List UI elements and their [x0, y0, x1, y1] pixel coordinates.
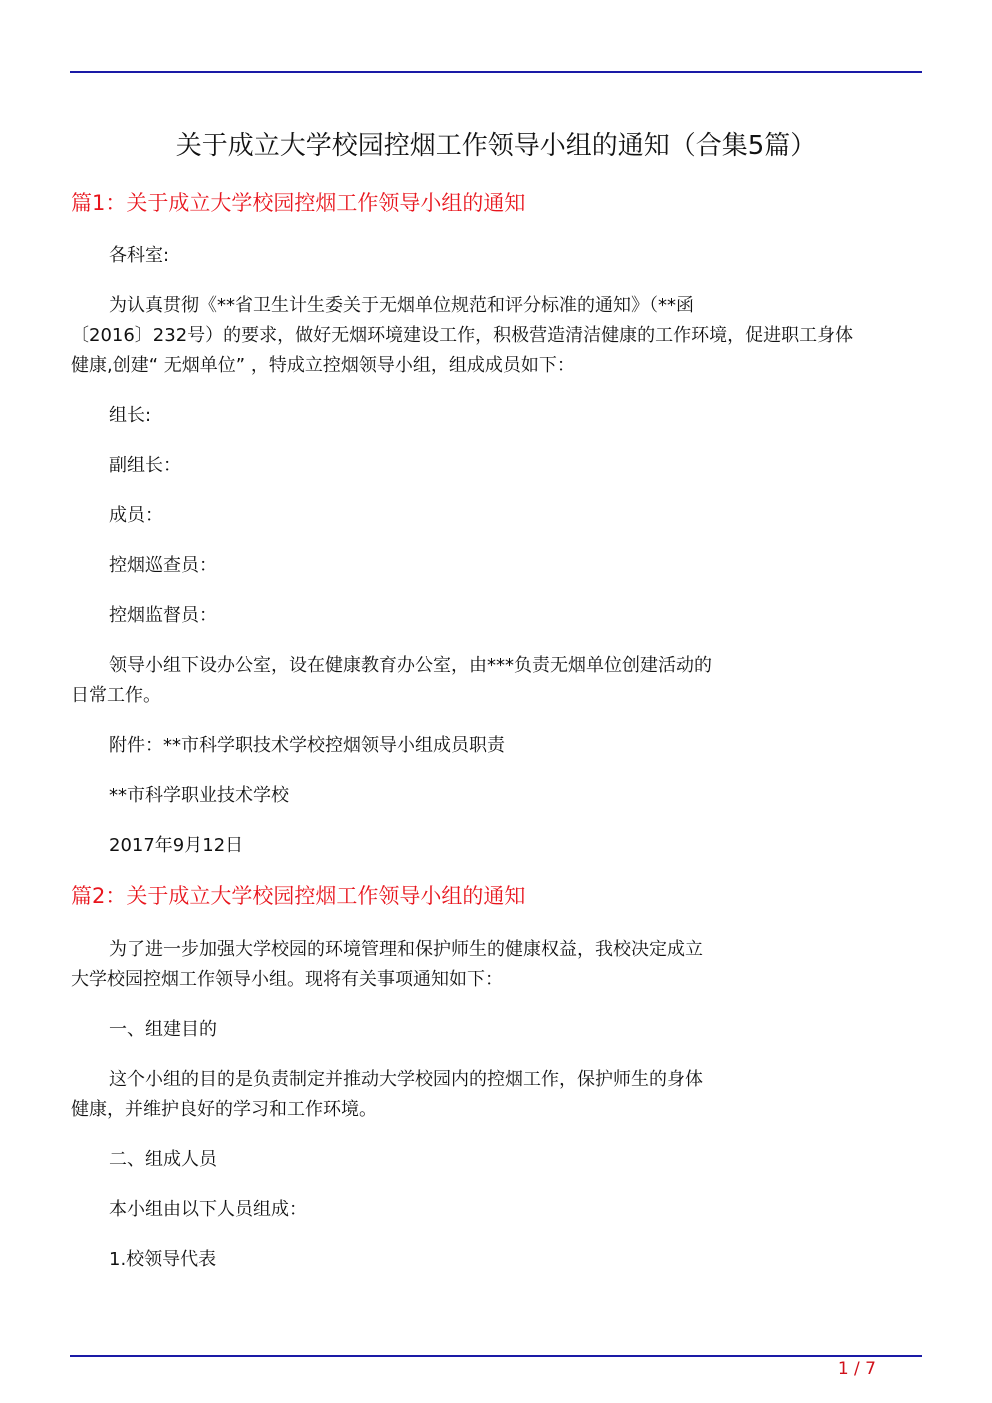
- paragraph-line: 大学校园控烟工作领导小组。现将有关事项通知如下：: [71, 969, 503, 990]
- section-2-heading: 篇2：关于成立大学校园控烟工作领导小组的通知: [71, 884, 526, 908]
- paragraph-line: 〔2016〕232号）的要求，做好无烟环境建设工作，积极营造清洁健康的工作环境，促进职工身体: [71, 325, 854, 346]
- paragraph-line: 健康,创建“ 无烟单位” ，特成立控烟领导小组，组成成员如下：: [71, 355, 575, 376]
- signature-org: **市科学职业技术学校: [109, 785, 289, 806]
- subheading-purpose: 一、组建目的: [109, 1019, 217, 1040]
- role-members: 成员：: [109, 505, 163, 526]
- section-1-heading: 篇1：关于成立大学校园控烟工作领导小组的通知: [71, 191, 526, 215]
- paragraph-line: 日常工作。: [71, 685, 161, 706]
- signature-date: 2017年9月12日: [109, 835, 244, 856]
- role-supervisor: 控烟监督员：: [109, 605, 217, 626]
- page-number: 1 / 7: [837, 1359, 876, 1379]
- salutation: 各科室:: [109, 245, 170, 266]
- list-item: 1.校领导代表: [109, 1249, 217, 1270]
- document-title: 关于成立大学校园控烟工作领导小组的通知（合集5篇）: [175, 131, 817, 161]
- header-rule: [70, 71, 922, 73]
- paragraph-line: 为认真贯彻《**省卫生计生委关于无烟单位规范和评分标准的通知》（**函: [109, 295, 694, 316]
- paragraph-line: 健康，并维护良好的学习和工作环境。: [71, 1099, 377, 1120]
- footer-rule: [70, 1355, 922, 1357]
- role-deputy-leader: 副组长：: [109, 455, 181, 476]
- role-leader: 组长:: [109, 405, 152, 426]
- paragraph-line: 这个小组的目的是负责制定并推动大学校园内的控烟工作，保护师生的身体: [109, 1069, 703, 1090]
- paragraph-line: 为了进一步加强大学校园的环境管理和保护师生的健康权益，我校决定成立: [109, 939, 703, 960]
- attachment-line: 附件：**市科学职技术学校控烟领导小组成员职责: [109, 735, 505, 756]
- paragraph-line: 领导小组下设办公室，设在健康教育办公室，由***负责无烟单位创建活动的: [109, 655, 712, 676]
- paragraph-line: 本小组由以下人员组成：: [109, 1199, 307, 1220]
- role-patrol-inspector: 控烟巡查员：: [109, 555, 217, 576]
- subheading-members: 二、组成人员: [109, 1149, 217, 1170]
